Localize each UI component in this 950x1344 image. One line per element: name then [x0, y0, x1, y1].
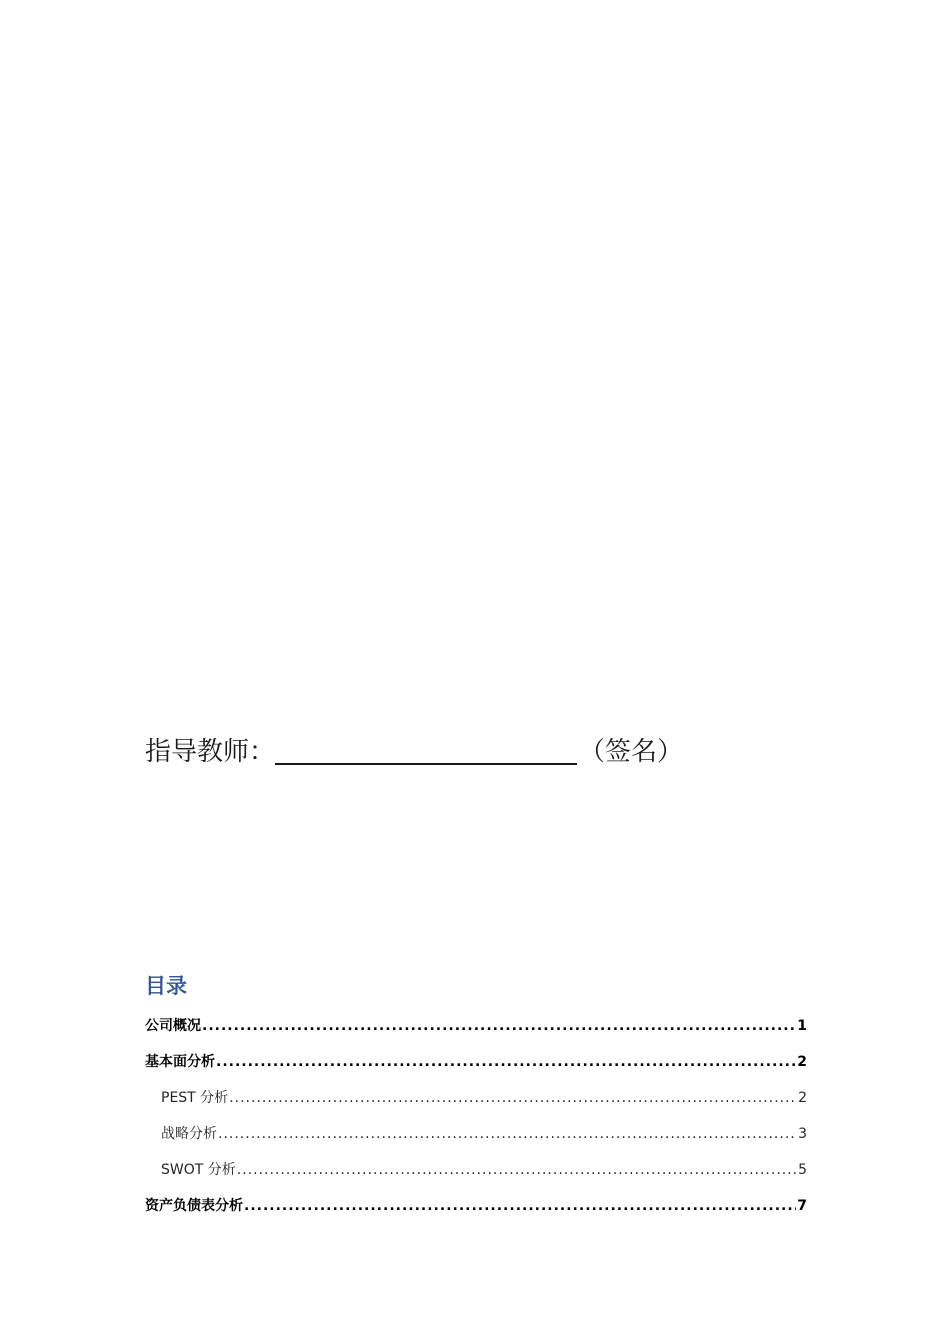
- toc-entry-company-overview[interactable]: [145, 1008, 807, 1044]
- toc-page-number: 7: [797, 1198, 807, 1214]
- toc-title: 目录: [145, 974, 187, 998]
- toc-entry-text: 基本面分析: [145, 1054, 215, 1070]
- table-of-contents: [145, 968, 807, 1224]
- signature-suffix: （签名）: [579, 737, 684, 767]
- toc-entry-text: 公司概况: [145, 1018, 201, 1034]
- toc-entry-swot-analysis[interactable]: [145, 1152, 807, 1188]
- toc-leader-dots: [244, 1188, 796, 1224]
- toc-leader-dots: [229, 1080, 797, 1116]
- toc-page-number: 2: [797, 1054, 807, 1070]
- toc-leader-dots: [216, 1044, 796, 1080]
- signature-blank: [275, 733, 577, 765]
- toc-page-number: 5: [798, 1162, 807, 1178]
- toc-entry-text: 战略分析: [161, 1126, 217, 1142]
- toc-entry-strategy-analysis[interactable]: [145, 1116, 807, 1152]
- toc-leader-dots: [237, 1152, 797, 1188]
- toc-leader-dots: [218, 1116, 797, 1152]
- toc-page-number: 2: [798, 1090, 807, 1106]
- toc-entry-balance-sheet-analysis[interactable]: [145, 1188, 807, 1224]
- toc-entry-text: 资产负债表分析: [145, 1198, 243, 1214]
- advisor-signature-line: [145, 728, 765, 772]
- toc-page-number: 3: [798, 1126, 807, 1142]
- toc-entry-text: SWOT 分析: [161, 1162, 236, 1178]
- toc-leader-dots: [202, 1008, 796, 1044]
- toc-entry-text: PEST 分析: [161, 1090, 229, 1106]
- toc-entry-fundamental-analysis[interactable]: [145, 1044, 807, 1080]
- advisor-label: 指导教师：: [145, 737, 276, 767]
- toc-entry-pest-analysis[interactable]: [145, 1080, 807, 1116]
- toc-page-number: 1: [797, 1018, 807, 1034]
